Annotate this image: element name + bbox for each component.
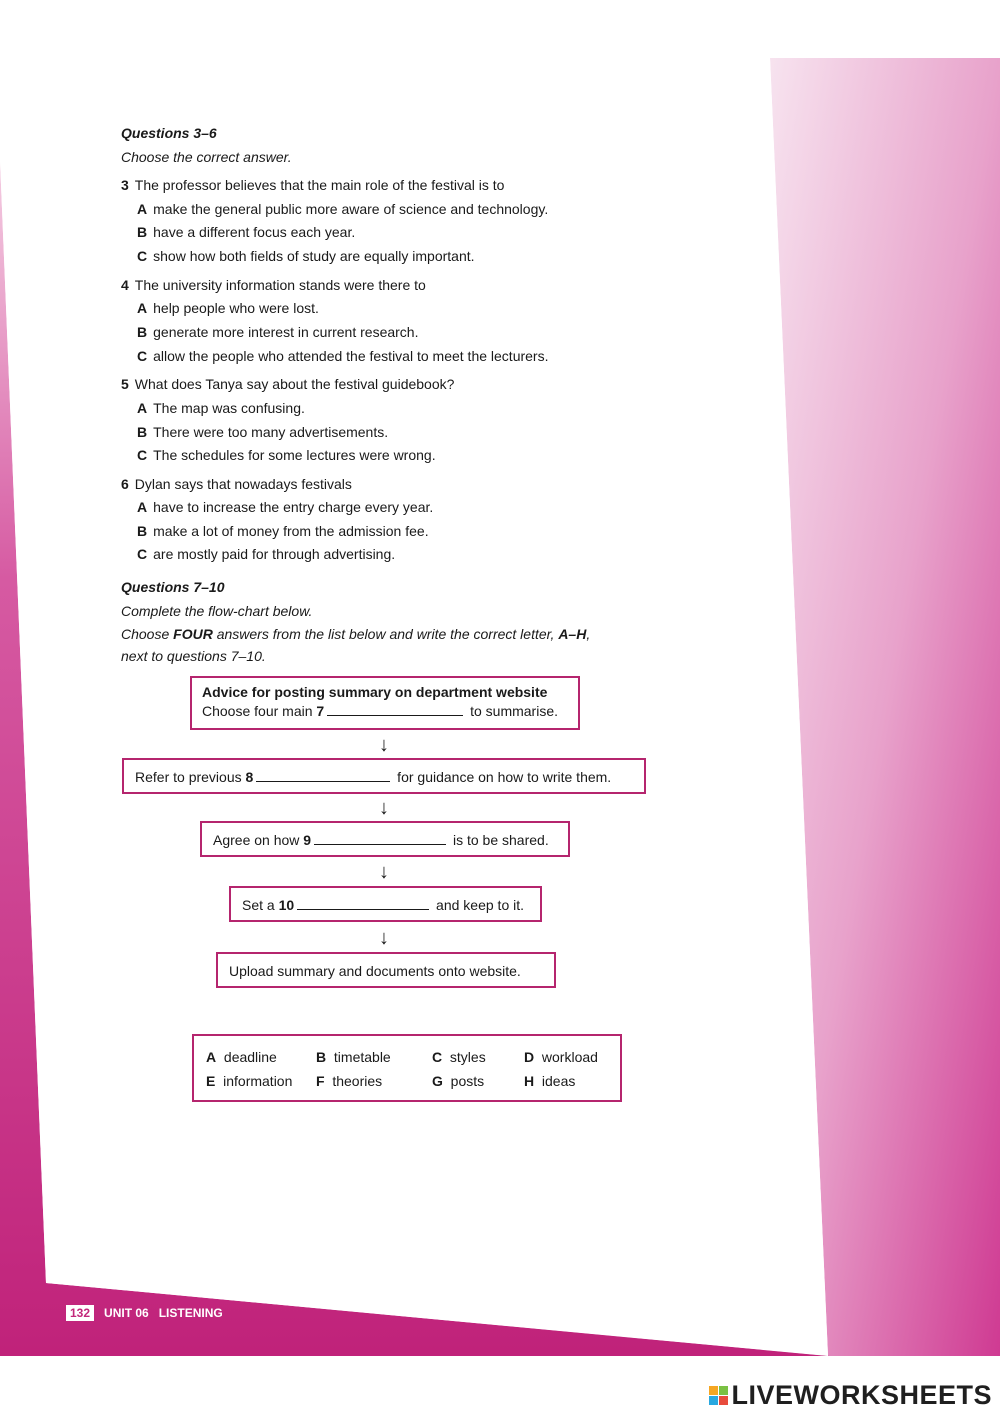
step-text: is to be shared. bbox=[449, 832, 549, 848]
liveworksheets-watermark bbox=[709, 1380, 992, 1411]
option-4b bbox=[137, 324, 418, 340]
option-letter: D bbox=[524, 1049, 535, 1065]
arrow-down-icon: ↓ bbox=[379, 861, 389, 883]
option-letter: C bbox=[432, 1049, 443, 1065]
flowchart-box-4 bbox=[229, 886, 542, 922]
question-6 bbox=[121, 476, 352, 492]
answer-option-g bbox=[432, 1073, 484, 1089]
section2-instruction-2 bbox=[121, 626, 590, 642]
option-text: show how both fields of study are equally important. bbox=[153, 248, 475, 264]
answer-option-f bbox=[316, 1073, 382, 1089]
option-4c bbox=[137, 348, 548, 364]
flowchart-box-1 bbox=[190, 676, 580, 730]
option-letter: A bbox=[206, 1049, 217, 1065]
option-text: are mostly paid for through advertising. bbox=[153, 546, 396, 562]
option-text: There were too many advertisements. bbox=[153, 424, 389, 440]
option-text: ideas bbox=[541, 1073, 576, 1089]
question-number: 3 bbox=[121, 177, 129, 193]
flowchart-box-2 bbox=[122, 758, 646, 794]
option-6a bbox=[137, 499, 433, 515]
option-3c bbox=[137, 248, 475, 264]
option-letter: B bbox=[137, 324, 148, 340]
question-4 bbox=[121, 277, 426, 293]
option-letter: A bbox=[137, 300, 148, 316]
option-text: have a different focus each year. bbox=[153, 224, 356, 240]
answer-option-c bbox=[432, 1049, 486, 1065]
option-letter: H bbox=[524, 1073, 535, 1089]
step-text: to summarise. bbox=[466, 703, 559, 719]
instruction-text: , bbox=[586, 626, 591, 642]
option-text: The map was confusing. bbox=[153, 400, 305, 416]
page-footer bbox=[66, 1305, 223, 1321]
section1-instruction: Choose the correct answer. bbox=[121, 149, 292, 165]
answer-blank-8[interactable] bbox=[256, 769, 390, 782]
arrow-down-icon: ↓ bbox=[379, 927, 389, 949]
option-letter: F bbox=[316, 1073, 325, 1089]
question-stem: The university information stands were there to bbox=[134, 277, 426, 293]
option-letter: G bbox=[432, 1073, 443, 1089]
instruction-bold: FOUR bbox=[173, 626, 213, 642]
footer-unit: UNIT 06 bbox=[104, 1306, 149, 1320]
option-letter: B bbox=[137, 424, 148, 440]
option-letter: B bbox=[137, 224, 148, 240]
option-text: deadline bbox=[223, 1049, 277, 1065]
flowchart-step-7 bbox=[202, 703, 568, 719]
question-5 bbox=[121, 376, 454, 392]
option-letter: B bbox=[316, 1049, 327, 1065]
answer-options-box bbox=[192, 1034, 622, 1102]
step-text: Choose four main bbox=[202, 703, 317, 719]
option-text: information bbox=[223, 1073, 293, 1089]
option-3a bbox=[137, 201, 548, 217]
answer-option-h bbox=[524, 1073, 575, 1089]
answer-option-b bbox=[316, 1049, 391, 1065]
footer-section: LISTENING bbox=[158, 1306, 223, 1320]
arrow-down-icon: ↓ bbox=[379, 797, 389, 819]
step-text: for guidance on how to write them. bbox=[393, 769, 612, 785]
step-text: Set a bbox=[242, 897, 279, 913]
blank-number: 7 bbox=[316, 703, 325, 719]
option-5c bbox=[137, 447, 436, 463]
option-3b bbox=[137, 224, 355, 240]
watermark-text: LIVEWORKSHEETS bbox=[731, 1380, 992, 1410]
question-stem: The professor believes that the main role of the festival is to bbox=[134, 177, 505, 193]
question-number: 6 bbox=[121, 476, 129, 492]
arrow-down-icon: ↓ bbox=[379, 734, 389, 756]
blank-number: 9 bbox=[303, 832, 312, 848]
option-text: have to increase the entry charge every year. bbox=[153, 499, 434, 515]
option-6c bbox=[137, 546, 395, 562]
section2-instruction-3: next to questions 7–10. bbox=[121, 648, 266, 664]
question-3 bbox=[121, 177, 504, 193]
option-text: make the general public more aware of science and technology. bbox=[153, 201, 549, 217]
flowchart-title: Advice for posting summary on department website bbox=[202, 684, 548, 700]
option-letter: C bbox=[137, 348, 148, 364]
option-letter: A bbox=[137, 201, 148, 217]
option-letter: B bbox=[137, 523, 148, 539]
option-text: make a lot of money from the admission fee. bbox=[153, 523, 429, 539]
option-6b bbox=[137, 523, 429, 539]
answer-blank-10[interactable] bbox=[297, 897, 429, 910]
option-letter: E bbox=[206, 1073, 216, 1089]
blank-number: 8 bbox=[245, 769, 254, 785]
option-text: The schedules for some lectures were wrong. bbox=[153, 447, 436, 463]
blank-number: 10 bbox=[278, 897, 295, 913]
option-text: workload bbox=[541, 1049, 598, 1065]
page-number: 132 bbox=[66, 1305, 94, 1321]
option-4a bbox=[137, 300, 319, 316]
answer-option-e bbox=[206, 1073, 292, 1089]
step-text: and keep to it. bbox=[432, 897, 525, 913]
section1-heading: Questions 3–6 bbox=[121, 125, 217, 141]
option-text: allow the people who attended the festival to meet the lecturers. bbox=[153, 348, 549, 364]
option-text: theories bbox=[332, 1073, 383, 1089]
liveworksheets-logo-icon bbox=[709, 1386, 728, 1405]
option-text: timetable bbox=[333, 1049, 391, 1065]
flowchart-box-5: Upload summary and documents onto website. bbox=[216, 952, 556, 988]
question-stem: What does Tanya say about the festival guidebook? bbox=[134, 376, 455, 392]
option-letter: A bbox=[137, 499, 148, 515]
option-text: help people who were lost. bbox=[153, 300, 319, 316]
option-text: posts bbox=[450, 1073, 485, 1089]
option-letter: C bbox=[137, 447, 148, 463]
option-text: generate more interest in current research. bbox=[153, 324, 419, 340]
option-letter: C bbox=[137, 248, 148, 264]
option-letter: C bbox=[137, 546, 148, 562]
section2-heading: Questions 7–10 bbox=[121, 579, 225, 595]
option-text: styles bbox=[449, 1049, 486, 1065]
question-stem: Dylan says that nowadays festivals bbox=[134, 476, 352, 492]
option-5a bbox=[137, 400, 305, 416]
instruction-text: answers from the list below and write the correct letter, bbox=[212, 626, 559, 642]
instruction-text: Choose bbox=[121, 626, 174, 642]
answer-option-a bbox=[206, 1049, 277, 1065]
answer-blank-9[interactable] bbox=[314, 832, 446, 845]
step-text: Refer to previous bbox=[135, 769, 246, 785]
answer-option-d bbox=[524, 1049, 598, 1065]
question-number: 4 bbox=[121, 277, 129, 293]
step-text: Agree on how bbox=[213, 832, 304, 848]
section2-instruction-1: Complete the flow-chart below. bbox=[121, 603, 313, 619]
question-number: 5 bbox=[121, 376, 129, 392]
instruction-bold: A–H bbox=[558, 626, 587, 642]
answer-blank-7[interactable] bbox=[327, 703, 463, 716]
flowchart-box-3 bbox=[200, 821, 570, 857]
option-letter: A bbox=[137, 400, 148, 416]
option-5b bbox=[137, 424, 388, 440]
